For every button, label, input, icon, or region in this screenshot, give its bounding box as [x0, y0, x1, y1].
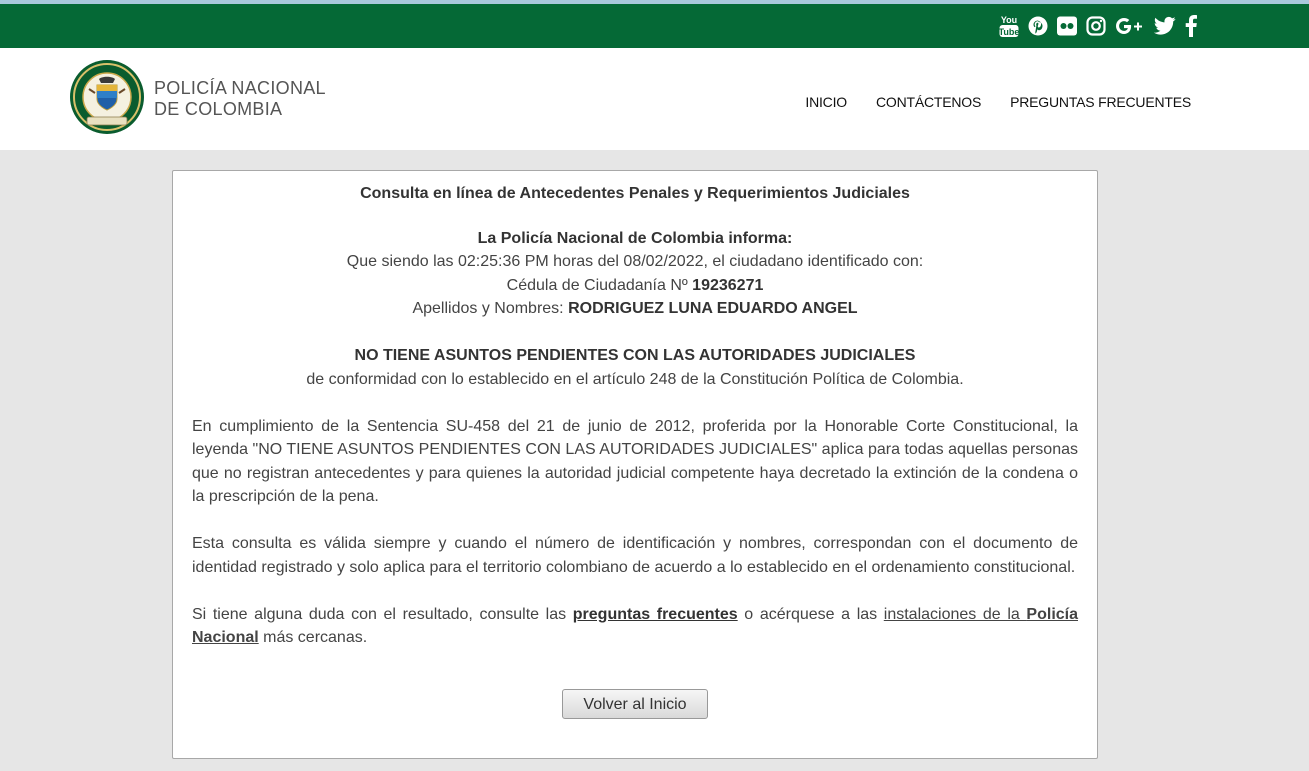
instagram-icon[interactable] — [1086, 13, 1106, 39]
doubts-paragraph — [192, 603, 1078, 650]
youtube-icon[interactable] — [999, 13, 1019, 39]
back-home-button[interactable]: Volver al Inicio — [562, 689, 708, 719]
names-label: Apellidos y Nombres: — [412, 300, 569, 317]
police-emblem-logo[interactable] — [69, 59, 145, 140]
nav-inicio[interactable]: INICIO — [805, 94, 847, 110]
installations-link-text: instalaciones de la — [883, 605, 1027, 623]
cedula-line — [192, 274, 1078, 298]
flickr-icon[interactable] — [1057, 13, 1077, 39]
installations-link-bold: Policía Nacional — [192, 605, 1078, 646]
brand-line-2: DE COLOMBIA — [154, 99, 283, 119]
cedula-number: 19236271 — [692, 276, 764, 294]
facebook-icon[interactable] — [1185, 13, 1197, 39]
validity-paragraph: Esta consulta es válida siempre y cuando el número de identificación y nombres, correspondan con el documento de identidad registrado y solo aplica para el territorio colombiano de acuerdo a lo establecido en el ordenamiento constitucional. — [192, 535, 1078, 576]
time-line: Que siendo las 02:25:36 PM horas del 08/02/2022, el ciudadano identificado con: — [346, 253, 924, 270]
sentencia-paragraph: En cumplimiento de la Sentencia SU-458 del 21 de junio de 2012, proferida por la Honorable Corte Constitucional, la leyenda "NO TIENE ASUNTOS PENDIENTES CON LAS AUTORIDADES JUDICIALES" aplica para todas aquellas personas que no registran antecedentes y para quienes la autoridad judicial competente haya decretado la extinción de la condena o la prescripción de la pena. — [192, 417, 1078, 505]
header — [0, 48, 1309, 150]
pinterest-icon[interactable] — [1028, 13, 1048, 39]
card-title: Consulta en línea de Antecedentes Penales y Requerimientos Judiciales — [360, 185, 910, 202]
result-card — [172, 170, 1098, 759]
nav-preguntas-frecuentes[interactable]: PREGUNTAS FRECUENTES — [1010, 94, 1191, 110]
brand-line-1: POLICÍA NACIONAL — [154, 78, 326, 98]
social-icons — [999, 13, 1197, 39]
doubts-text-c: más cercanas. — [258, 629, 368, 646]
svg-text:You: You — [1000, 15, 1018, 25]
nav-contactenos[interactable]: CONTÁCTENOS — [875, 94, 982, 110]
button-wrap — [192, 689, 1078, 719]
google-plus-icon[interactable] — [1115, 13, 1145, 39]
doubts-text-a: Si tiene alguna duda con el resultado, consulte las — [192, 605, 573, 623]
social-bar — [0, 4, 1309, 48]
informa-heading: La Policía Nacional de Colombia informa: — [477, 229, 793, 247]
names-value: RODRIGUEZ LUNA EDUARDO ANGEL — [568, 300, 858, 317]
main-nav — [805, 94, 1191, 110]
twitter-icon[interactable] — [1154, 13, 1176, 39]
conformidad-line: de conformidad con lo establecido en el artículo 248 de la Constitución Política de Colombia. — [306, 370, 964, 388]
doubts-text-b: o acérquese a las — [737, 605, 884, 623]
names-line — [192, 297, 1078, 321]
cedula-label: Cédula de Ciudadanía Nº — [506, 276, 693, 294]
svg-text:Tube: Tube — [999, 27, 1019, 37]
result-status: NO TIENE ASUNTOS PENDIENTES CON LAS AUTORIDADES JUDICIALES — [354, 347, 916, 364]
brand-name — [154, 78, 326, 120]
faq-link[interactable]: preguntas frecuentes — [572, 605, 738, 623]
